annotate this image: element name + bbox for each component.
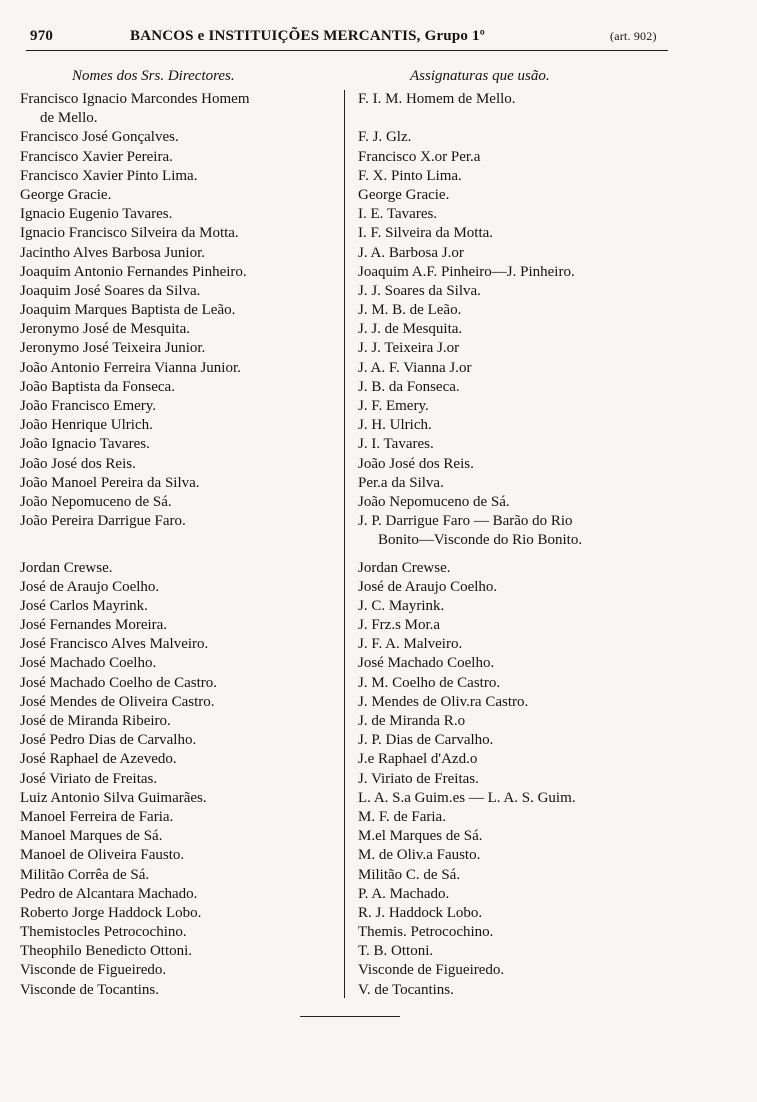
table-row [20,148,690,167]
director-signature: F. X. Pinto Lima. [358,167,462,184]
director-signature: George Gracie. [358,186,450,203]
director-name: Jeronymo José de Mesquita. [20,321,190,338]
table-row [20,635,690,654]
table-row [20,435,690,454]
director-signature: J. F. A. Malveiro. [358,636,463,653]
director-signature: J. B. da Fonseca. [358,378,460,395]
director-signature: J. J. Teixeira J.or [358,340,460,357]
director-name: Francisco Xavier Pinto Lima. [20,167,198,184]
director-name: João Manoel Pereira da Silva. [20,474,200,491]
director-signature: João Nepomuceno de Sá. [358,493,510,510]
table-row [20,846,690,865]
table-row [20,224,690,243]
table-row [20,378,690,397]
director-signature: J. M. Coelho de Castro. [358,674,501,691]
table-row [20,904,690,923]
table-row [20,493,690,512]
table-row [20,750,690,769]
table-row [20,770,690,789]
table-row [20,674,690,693]
director-signature: José Machado Coelho. [358,655,495,672]
director-signature: J. J. Soares da Silva. [358,282,481,299]
director-signature: T. B. Ottoni. [358,943,434,960]
director-name: George Gracie. [20,186,112,203]
director-name: José Fernandes Moreira. [20,617,168,634]
director-name: José Mendes de Oliveira Castro. [20,693,215,710]
director-signature: J. Viriato de Freitas. [358,770,479,787]
end-rule [300,1016,400,1017]
director-name: Theophilo Benedicto Ottoni. [20,943,193,960]
director-name: Joaquim Antonio Fernandes Pinheiro. [20,263,247,280]
director-signature: Themis. Petrocochino. [358,924,494,941]
director-name: Joaquim Marques Baptista de Leão. [20,302,236,319]
director-name: João Pereira Darrigue Faro. [20,513,186,530]
director-name: João José dos Reis. [20,455,136,472]
director-signature: José de Araujo Coelho. [358,578,498,595]
table-row [20,397,690,416]
table-row [20,942,690,961]
table-row [20,923,690,942]
directors-table [20,90,690,1000]
director-name: José Francisco Alves Malveiro. [20,636,209,653]
director-name: José Raphael de Azevedo. [20,751,177,768]
director-name: Ignacio Francisco Silveira da Motta. [20,225,239,242]
table-row [20,455,690,474]
director-name: Luiz Antonio Silva Guimarães. [20,789,207,806]
header-rule [26,50,668,51]
director-signature: Jordan Crewse. [358,559,451,576]
table-row [20,282,690,301]
director-signature: J. C. Mayrink. [358,597,445,614]
director-signature: F. I. M. Homem de Mello. [358,91,516,107]
director-name: Joaquim José Soares da Silva. [20,282,201,299]
column-headings [0,68,757,88]
director-signature: J. A. Barbosa J.or [358,244,464,261]
director-signature: J. H. Ulrich. [358,417,432,434]
director-signature: J. A. F. Vianna J.or [358,359,472,376]
director-signature: P. A. Machado. [358,885,450,902]
director-name: Jacintho Alves Barbosa Junior. [20,244,205,261]
table-row [20,128,690,147]
director-name: Manoel de Oliveira Fausto. [20,847,185,864]
director-name: João Baptista da Fonseca. [20,378,175,395]
director-signature: J. P. Dias de Carvalho. [358,732,494,749]
table-row [20,416,690,435]
table-row [20,578,690,597]
director-name: Pedro de Alcantara Machado. [20,885,198,902]
table-row [20,186,690,205]
director-name: Jordan Crewse. [20,559,113,576]
director-signature: J.e Raphael d'Azd.o [358,751,478,768]
director-signature: Per.a da Silva. [358,474,444,491]
table-row [20,301,690,320]
table-row [20,693,690,712]
director-signature: J. J. de Mesquita. [358,321,463,338]
director-signature: M.el Marques de Sá. [358,828,483,845]
director-name: Manoel Ferreira de Faria. [20,808,174,825]
table-row [20,789,690,808]
page-number: 970 [30,28,54,44]
director-name: Francisco Xavier Pereira. [20,148,173,165]
director-name: João Henrique Ulrich. [20,417,153,434]
director-signature: Joaquim A.F. Pinheiro—J. Pinheiro. [358,263,575,280]
table-row [20,512,690,531]
director-name: Jeronymo José Teixeira Junior. [20,340,206,357]
director-signature: I. E. Tavares. [358,206,438,223]
table-row [20,474,690,493]
director-signature: M. F. de Faria. [358,808,446,825]
table-row [20,167,690,186]
director-signature: R. J. Haddock Lobo. [358,904,483,921]
signatures-heading: Assignaturas que usão. [410,68,550,84]
table-row [20,359,690,378]
director-signature: Bonito—Visconde do Rio Bonito. [378,532,583,549]
table-row [20,654,690,673]
table-row [20,731,690,750]
director-name: Roberto Jorge Haddock Lobo. [20,904,202,921]
director-name: José Viriato de Freitas. [20,770,158,787]
table-row [20,90,690,109]
director-signature: João José dos Reis. [358,455,474,472]
director-name: Militão Corrêa de Sá. [20,866,150,883]
director-name: Visconde de Tocantins. [20,981,159,998]
director-signature: V. de Tocantins. [358,981,454,998]
table-row [20,866,690,885]
table-row [20,712,690,731]
director-signature: I. F. Silveira da Motta. [358,225,494,242]
director-signature: J. M. B. de Leão. [358,302,462,319]
director-signature: J. F. Emery. [358,398,429,414]
table-row [20,339,690,358]
table-row [20,263,690,282]
director-name: João Nepomuceno de Sá. [20,493,172,510]
director-signature: F. J. Glz. [358,129,412,146]
director-signature: J. P. Darrigue Faro — Barão do Rio [358,513,573,530]
director-name: Visconde de Figueiredo. [20,962,167,979]
table-row [20,885,690,904]
director-signature: J. I. Tavares. [358,436,434,453]
director-signature: Francisco X.or Per.a [358,148,481,165]
names-heading: Nomes dos Srs. Directores. [72,68,235,84]
table-row [20,981,690,1000]
director-signature: J. Mendes de Oliv.ra Castro. [358,693,529,710]
director-name: João Francisco Emery. [20,398,157,414]
director-signature: M. de Oliv.a Fausto. [358,847,481,864]
director-name: João Antonio Ferreira Vianna Junior. [20,359,241,376]
running-header [30,26,670,48]
page-title: BANCOS e INSTITUIÇÕES MERCANTIS, Grupo 1º [130,28,485,44]
director-name: José de Araujo Coelho. [20,578,160,595]
director-name: José de Miranda Ribeiro. [20,713,171,729]
table-row [20,616,690,635]
director-name: de Mello. [40,110,98,127]
table-row [20,320,690,339]
director-signature: J. de Miranda R.o [358,713,466,729]
director-name: José Carlos Mayrink. [20,597,148,614]
table-row [20,244,690,263]
director-name: João Ignacio Tavares. [20,436,150,453]
table-row [20,808,690,827]
director-name: Manoel Marques de Sá. [20,828,163,845]
table-row [20,961,690,980]
director-name: Francisco José Gonçalves. [20,129,179,146]
director-signature: L. A. S.a Guim.es — L. A. S. Guim. [358,789,576,806]
director-name: Ignacio Eugenio Tavares. [20,206,173,223]
director-signature: Militão C. de Sá. [358,866,461,883]
director-signature: J. Frz.s Mor.a [358,617,441,634]
director-signature: Visconde de Figueiredo. [358,962,505,979]
table-row [20,205,690,224]
table-row [20,531,690,550]
table-row [20,109,690,128]
director-name: José Machado Coelho de Castro. [20,674,218,691]
director-name: José Machado Coelho. [20,655,157,672]
table-row [20,827,690,846]
director-name: José Pedro Dias de Carvalho. [20,732,197,749]
director-name: Themistocles Petrocochino. [20,924,187,941]
table-row [20,597,690,616]
table-row [20,559,690,578]
article-ref: (art. 902) [610,29,657,43]
director-name: Francisco Ignacio Marcondes Homem [20,91,250,107]
